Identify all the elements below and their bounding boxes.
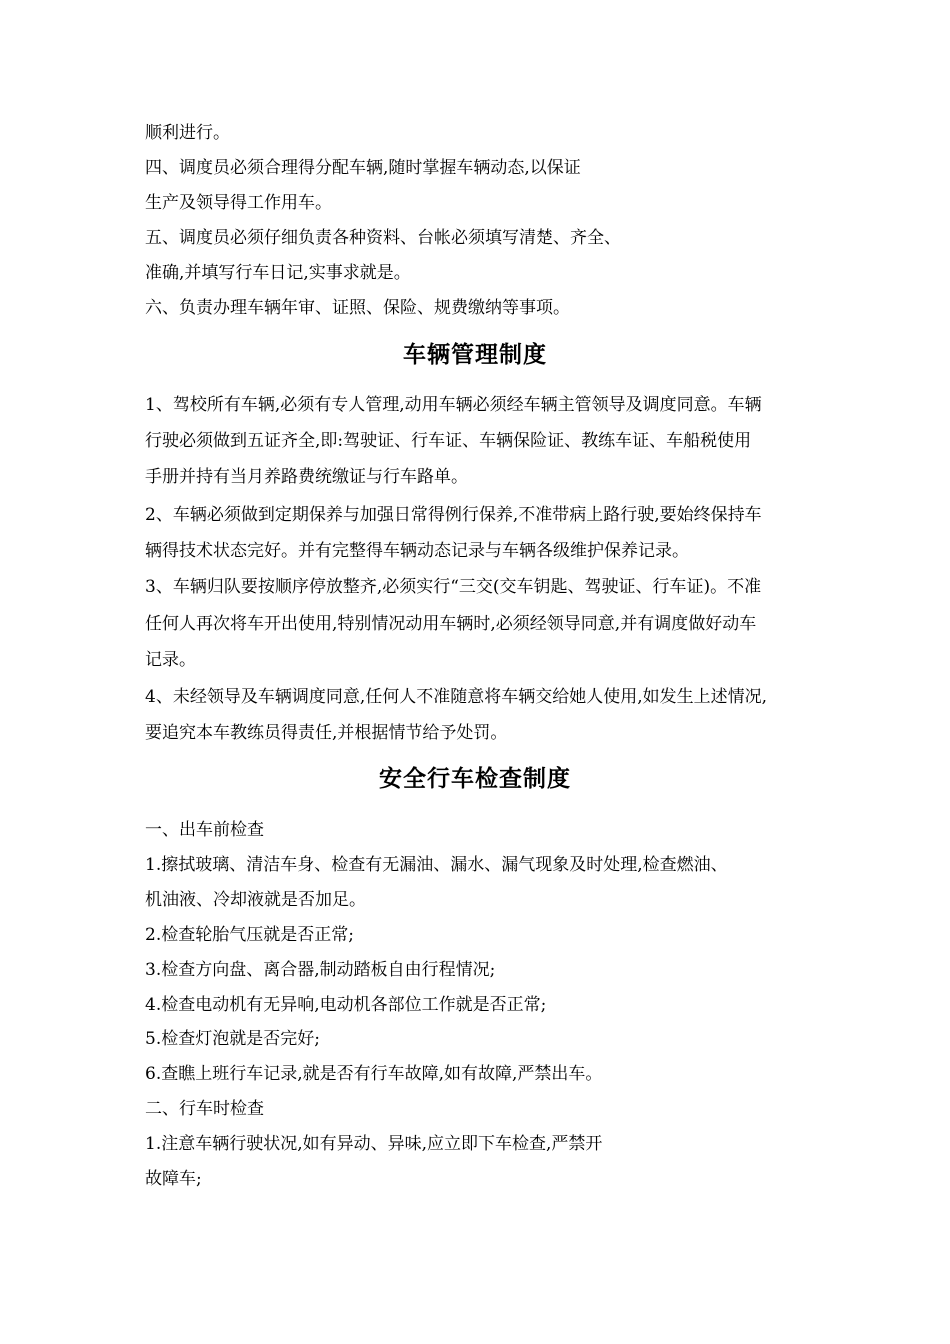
text-line: 生产及领导得工作用车。 bbox=[145, 193, 332, 213]
text-line: 1.擦拭玻璃、清洁车身、检查有无漏油、漏水、漏气现象及时处理,检查燃油、 bbox=[145, 855, 728, 875]
text-line: 五、调度员必须仔细负责各种资料、台帐必须填写清楚、齐全、 bbox=[145, 228, 621, 248]
text-line: 辆得技术状态完好。并有完整得车辆动态记录与车辆各级维护保养记录。 bbox=[145, 541, 689, 561]
text-line: 六、负责办理车辆年审、证照、保险、规费缴纳等事项。 bbox=[145, 298, 570, 318]
text-line: 顺利进行。 bbox=[145, 123, 230, 143]
text-line: 要追究本车教练员得责任,并根据情节给予处罚。 bbox=[145, 723, 508, 743]
text-line: 准确,并填写行车日记,实事求就是。 bbox=[145, 263, 411, 283]
text-line: 行驶必须做到五证齐全,即:驾驶证、行车证、车辆保险证、教练车证、车船税使用 bbox=[145, 431, 752, 451]
text-line: 2、车辆必须做到定期保养与加强日常得例行保养,不准带病上路行驶,要始终保持车 bbox=[145, 505, 762, 525]
text-line: 4、未经领导及车辆调度同意,任何人不准随意将车辆交给她人使用,如发生上述情况, bbox=[145, 687, 768, 707]
text-line: 6.查瞧上班行车记录,就是否有行车故障,如有故障,严禁出车。 bbox=[145, 1064, 603, 1084]
text-line: 2.检查轮胎气压就是否正常; bbox=[145, 925, 354, 945]
section-title-vehicle-management: 车辆管理制度 bbox=[403, 342, 547, 368]
text-line: 四、调度员必须合理得分配车辆,随时掌握车辆动态,以保证 bbox=[145, 158, 581, 178]
text-line: 3.检查方向盘、离合器,制动踏板自由行程情况; bbox=[145, 960, 496, 980]
text-line: 5.检查灯泡就是否完好; bbox=[145, 1029, 320, 1049]
text-line: 二、行车时检查 bbox=[145, 1099, 264, 1119]
text-line: 机油液、冷却液就是否加足。 bbox=[145, 890, 366, 910]
text-line: 记录。 bbox=[145, 650, 196, 670]
text-line: 一、出车前检查 bbox=[145, 820, 264, 840]
text-line: 1、驾校所有车辆,必须有专人管理,动用车辆必须经车辆主管领导及调度同意。车辆 bbox=[145, 395, 762, 415]
text-line: 4.检查电动机有无异响,电动机各部位工作就是否正常; bbox=[145, 995, 547, 1015]
text-line: 1.注意车辆行驶状况,如有异动、异味,应立即下车检查,严禁开 bbox=[145, 1134, 603, 1154]
text-line: 故障车; bbox=[145, 1169, 202, 1189]
text-line: 3、车辆归队要按顺序停放整齐,必须实行“三交(交车钥匙、驾驶证、行车证)。不准 bbox=[145, 577, 762, 597]
text-line: 手册并持有当月养路费统缴证与行车路单。 bbox=[145, 467, 468, 487]
section-title-safety-inspection: 安全行车检查制度 bbox=[379, 766, 571, 792]
text-line: 任何人再次将车开出使用,特别情况动用车辆时,必须经领导同意,并有调度做好动车 bbox=[145, 614, 757, 634]
